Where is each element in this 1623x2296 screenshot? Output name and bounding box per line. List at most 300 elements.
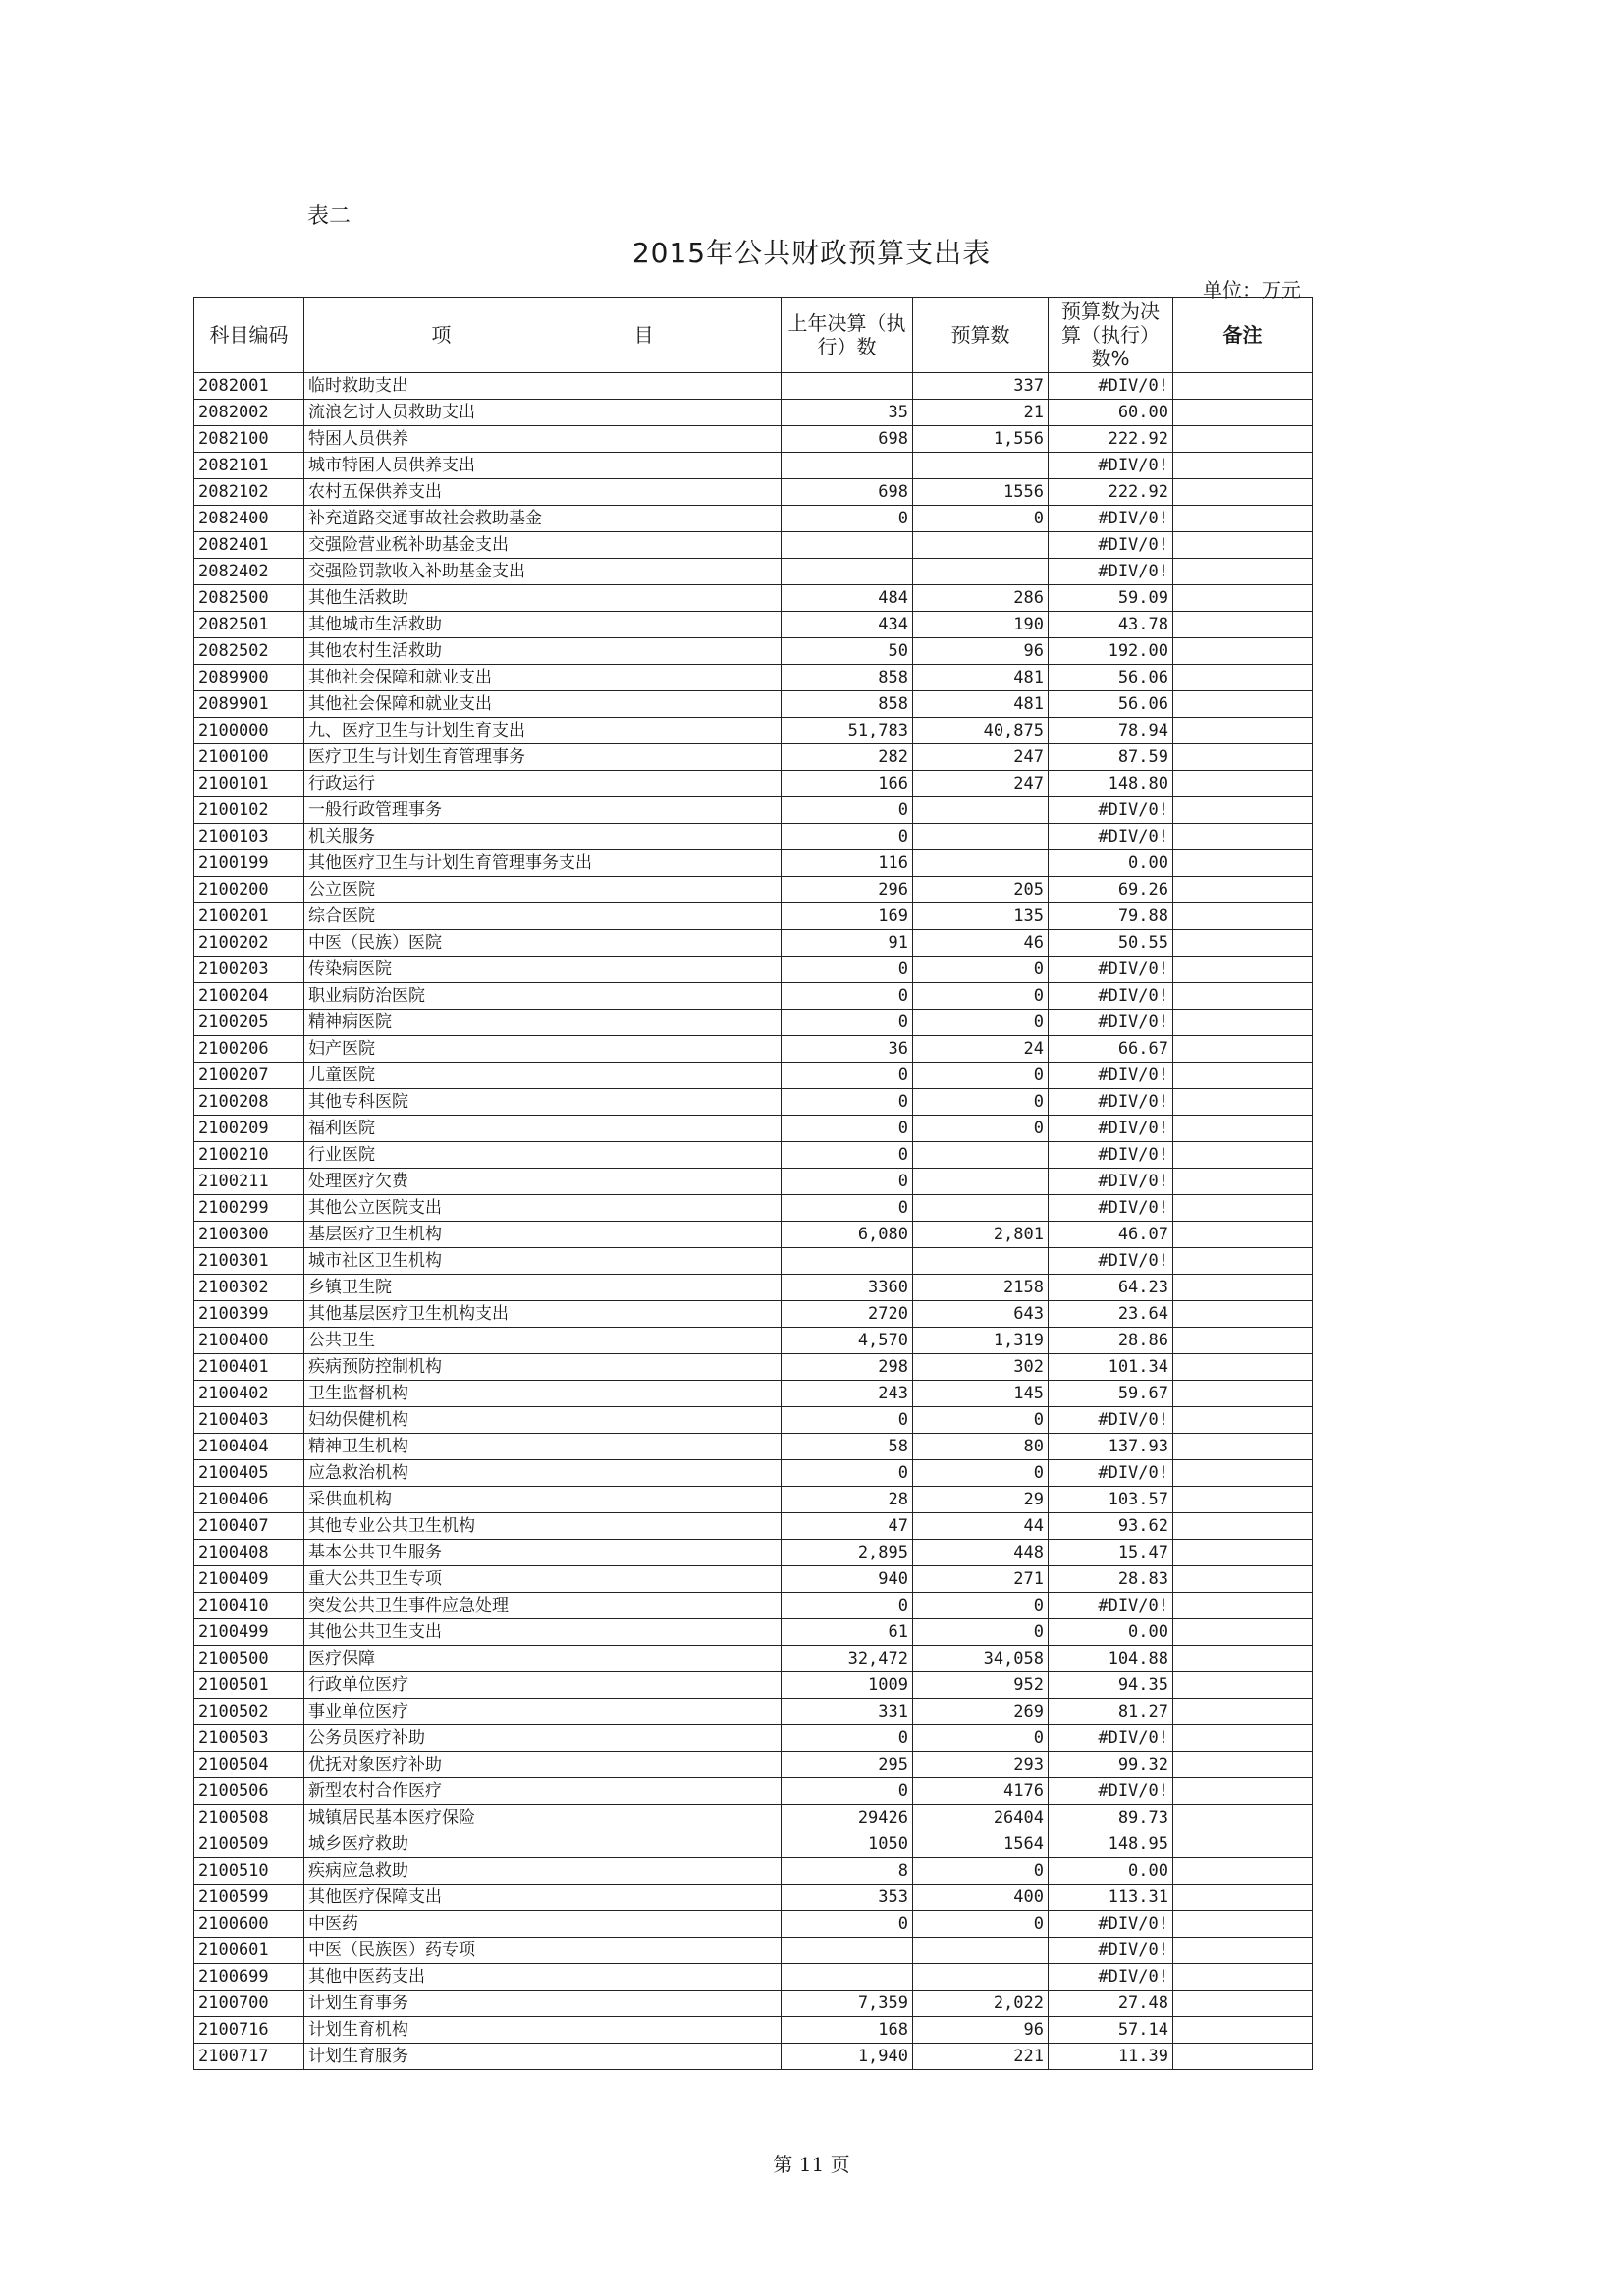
cell-budget: 0 [913, 1725, 1049, 1752]
cell-item-name: 其他专科医院 [304, 1089, 782, 1116]
cell-code: 2100200 [194, 877, 304, 903]
cell-budget: 34,058 [913, 1646, 1049, 1672]
column-header-prev: 上年决算（执行）数 [782, 298, 913, 373]
cell-item-name: 基本公共卫生服务 [304, 1540, 782, 1566]
cell-budget: 2158 [913, 1275, 1049, 1301]
cell-note [1173, 1964, 1313, 1991]
cell-item-name: 职业病防治医院 [304, 983, 782, 1010]
cell-budget: 29 [913, 1487, 1049, 1513]
cell-prev-actual: 0 [782, 1778, 913, 1805]
cell-item-name: 优抚对象医疗补助 [304, 1752, 782, 1778]
table-row [194, 850, 1313, 877]
cell-note [1173, 1354, 1313, 1381]
cell-note [1173, 612, 1313, 638]
cell-budget: 0 [913, 1116, 1049, 1142]
cell-prev-actual: 0 [782, 1089, 913, 1116]
cell-prev-actual: 858 [782, 691, 913, 718]
cell-note [1173, 2017, 1313, 2044]
cell-ratio: #DIV/0! [1049, 983, 1173, 1010]
cell-ratio: #DIV/0! [1049, 1089, 1173, 1116]
cell-code: 2100402 [194, 1381, 304, 1407]
cell-item-name: 公共卫生 [304, 1328, 782, 1354]
cell-prev-actual: 0 [782, 1142, 913, 1169]
table-row [194, 1858, 1313, 1885]
cell-ratio: #DIV/0! [1049, 453, 1173, 479]
cell-prev-actual: 0 [782, 506, 913, 532]
table-row [194, 1381, 1313, 1407]
cell-item-name: 公务员医疗补助 [304, 1725, 782, 1752]
cell-budget [913, 1169, 1049, 1195]
cell-prev-actual: 51,783 [782, 718, 913, 744]
table-row [194, 1831, 1313, 1858]
cell-note [1173, 718, 1313, 744]
cell-note [1173, 1434, 1313, 1460]
cell-prev-actual: 61 [782, 1619, 913, 1646]
cell-note [1173, 957, 1313, 983]
cell-budget: 0 [913, 1407, 1049, 1434]
table-row [194, 2017, 1313, 2044]
cell-prev-actual: 0 [782, 1911, 913, 1938]
column-header-ratio: 预算数为决算（执行）数% [1049, 298, 1173, 373]
table-row [194, 426, 1313, 453]
cell-prev-actual: 243 [782, 1381, 913, 1407]
cell-code: 2100700 [194, 1991, 304, 2017]
cell-ratio: 222.92 [1049, 426, 1173, 453]
cell-code: 2100600 [194, 1911, 304, 1938]
cell-prev-actual: 1009 [782, 1672, 913, 1699]
cell-budget: 1556 [913, 479, 1049, 506]
cell-ratio: 104.88 [1049, 1646, 1173, 1672]
cell-item-name: 其他城市生活救助 [304, 612, 782, 638]
table-row [194, 957, 1313, 983]
cell-code: 2100508 [194, 1805, 304, 1831]
cell-code: 2100509 [194, 1831, 304, 1858]
cell-prev-actual: 298 [782, 1354, 913, 1381]
cell-code: 2100400 [194, 1328, 304, 1354]
table-row [194, 903, 1313, 930]
cell-prev-actual: 58 [782, 1434, 913, 1460]
cell-budget: 269 [913, 1699, 1049, 1725]
cell-ratio: 66.67 [1049, 1036, 1173, 1063]
cell-note [1173, 1831, 1313, 1858]
cell-ratio: #DIV/0! [1049, 1593, 1173, 1619]
cell-ratio: #DIV/0! [1049, 1116, 1173, 1142]
cell-note [1173, 1010, 1313, 1036]
table-row [194, 797, 1313, 824]
cell-item-name: 其他公立医院支出 [304, 1195, 782, 1222]
cell-budget: 1,556 [913, 426, 1049, 453]
cell-budget [913, 1964, 1049, 1991]
cell-ratio: #DIV/0! [1049, 1407, 1173, 1434]
cell-ratio: 99.32 [1049, 1752, 1173, 1778]
cell-ratio: 192.00 [1049, 638, 1173, 665]
table-row [194, 1063, 1313, 1089]
table-row [194, 559, 1313, 585]
cell-prev-actual: 2720 [782, 1301, 913, 1328]
table-row [194, 1328, 1313, 1354]
cell-note [1173, 479, 1313, 506]
table-row [194, 877, 1313, 903]
cell-ratio: #DIV/0! [1049, 506, 1173, 532]
cell-item-name: 疾病预防控制机构 [304, 1354, 782, 1381]
table-row [194, 1248, 1313, 1275]
cell-note [1173, 1328, 1313, 1354]
table-row [194, 718, 1313, 744]
cell-budget: 286 [913, 585, 1049, 612]
cell-ratio: 59.67 [1049, 1381, 1173, 1407]
cell-budget [913, 453, 1049, 479]
cell-budget: 1,319 [913, 1328, 1049, 1354]
cell-budget: 0 [913, 1858, 1049, 1885]
cell-note [1173, 1619, 1313, 1646]
cell-prev-actual: 698 [782, 426, 913, 453]
cell-budget: 0 [913, 1911, 1049, 1938]
cell-budget [913, 559, 1049, 585]
cell-note [1173, 1938, 1313, 1964]
cell-budget: 4176 [913, 1778, 1049, 1805]
cell-prev-actual [782, 1248, 913, 1275]
cell-prev-actual: 47 [782, 1513, 913, 1540]
cell-note [1173, 1407, 1313, 1434]
cell-budget: 96 [913, 638, 1049, 665]
cell-prev-actual: 7,359 [782, 1991, 913, 2017]
cell-prev-actual: 0 [782, 1725, 913, 1752]
cell-ratio: 148.80 [1049, 771, 1173, 797]
cell-code: 2100301 [194, 1248, 304, 1275]
cell-ratio: 28.86 [1049, 1328, 1173, 1354]
table-row [194, 638, 1313, 665]
cell-budget: 0 [913, 1593, 1049, 1619]
cell-budget: 0 [913, 506, 1049, 532]
cell-note [1173, 373, 1313, 400]
cell-ratio: #DIV/0! [1049, 1195, 1173, 1222]
cell-budget: 271 [913, 1566, 1049, 1593]
cell-note [1173, 983, 1313, 1010]
cell-prev-actual: 0 [782, 797, 913, 824]
cell-code: 2100716 [194, 2017, 304, 2044]
cell-code: 2100211 [194, 1169, 304, 1195]
cell-item-name: 精神卫生机构 [304, 1434, 782, 1460]
cell-ratio: 11.39 [1049, 2044, 1173, 2070]
cell-budget: 135 [913, 903, 1049, 930]
cell-code: 2089900 [194, 665, 304, 691]
cell-prev-actual: 8 [782, 1858, 913, 1885]
cell-note [1173, 903, 1313, 930]
table-row [194, 1010, 1313, 1036]
cell-note [1173, 559, 1313, 585]
table-row [194, 1778, 1313, 1805]
cell-note [1173, 1089, 1313, 1116]
table-row [194, 612, 1313, 638]
column-header-budget: 预算数 [913, 298, 1049, 373]
cell-ratio: 64.23 [1049, 1275, 1173, 1301]
cell-item-name: 其他社会保障和就业支出 [304, 665, 782, 691]
cell-prev-actual: 0 [782, 1407, 913, 1434]
cell-note [1173, 1991, 1313, 2017]
cell-note [1173, 1301, 1313, 1328]
table-row [194, 453, 1313, 479]
cell-note [1173, 1513, 1313, 1540]
cell-note [1173, 1275, 1313, 1301]
cell-prev-actual: 168 [782, 2017, 913, 2044]
cell-code: 2082400 [194, 506, 304, 532]
table-row [194, 665, 1313, 691]
cell-ratio: 56.06 [1049, 665, 1173, 691]
cell-note [1173, 1381, 1313, 1407]
cell-prev-actual: 484 [782, 585, 913, 612]
cell-code: 2100000 [194, 718, 304, 744]
cell-ratio: 81.27 [1049, 1699, 1173, 1725]
table-row [194, 1142, 1313, 1169]
cell-item-name: 妇产医院 [304, 1036, 782, 1063]
cell-item-name: 应急救治机构 [304, 1460, 782, 1487]
cell-ratio: 0.00 [1049, 1858, 1173, 1885]
cell-ratio: 57.14 [1049, 2017, 1173, 2044]
cell-note [1173, 1169, 1313, 1195]
cell-budget [913, 1195, 1049, 1222]
cell-budget: 0 [913, 983, 1049, 1010]
cell-ratio: 27.48 [1049, 1991, 1173, 2017]
cell-ratio: #DIV/0! [1049, 532, 1173, 559]
cell-ratio: #DIV/0! [1049, 824, 1173, 850]
cell-code: 2100102 [194, 797, 304, 824]
cell-code: 2082101 [194, 453, 304, 479]
table-row [194, 1938, 1313, 1964]
cell-note [1173, 1858, 1313, 1885]
cell-item-name: 采供血机构 [304, 1487, 782, 1513]
cell-code: 2100408 [194, 1540, 304, 1566]
cell-note [1173, 1487, 1313, 1513]
cell-item-name: 其他医疗卫生与计划生育管理事务支出 [304, 850, 782, 877]
cell-note [1173, 1566, 1313, 1593]
cell-item-name: 儿童医院 [304, 1063, 782, 1089]
table-row [194, 1222, 1313, 1248]
cell-note [1173, 1142, 1313, 1169]
cell-ratio: 59.09 [1049, 585, 1173, 612]
cell-note [1173, 1116, 1313, 1142]
cell-code: 2100207 [194, 1063, 304, 1089]
cell-code: 2100401 [194, 1354, 304, 1381]
cell-note [1173, 744, 1313, 771]
cell-ratio: 79.88 [1049, 903, 1173, 930]
cell-budget: 481 [913, 665, 1049, 691]
cell-budget: 0 [913, 1089, 1049, 1116]
cell-budget: 337 [913, 373, 1049, 400]
cell-note [1173, 665, 1313, 691]
cell-prev-actual: 169 [782, 903, 913, 930]
cell-budget: 0 [913, 1063, 1049, 1089]
cell-note [1173, 930, 1313, 957]
table-body [194, 373, 1313, 2070]
cell-ratio: #DIV/0! [1049, 1460, 1173, 1487]
table-row [194, 1089, 1313, 1116]
cell-item-name: 计划生育机构 [304, 2017, 782, 2044]
cell-ratio: #DIV/0! [1049, 797, 1173, 824]
cell-budget: 952 [913, 1672, 1049, 1699]
table-row [194, 1354, 1313, 1381]
cell-item-name: 交强险罚款收入补助基金支出 [304, 559, 782, 585]
cell-code: 2100299 [194, 1195, 304, 1222]
cell-prev-actual [782, 532, 913, 559]
table-row [194, 1301, 1313, 1328]
cell-note [1173, 453, 1313, 479]
cell-prev-actual: 35 [782, 400, 913, 426]
cell-prev-actual: 4,570 [782, 1328, 913, 1354]
cell-item-name: 特困人员供养 [304, 426, 782, 453]
unit-label: 单位：万元 [1203, 278, 1301, 301]
cell-code: 2082002 [194, 400, 304, 426]
cell-item-name: 新型农村合作医疗 [304, 1778, 782, 1805]
cell-code: 2100210 [194, 1142, 304, 1169]
cell-ratio: #DIV/0! [1049, 1142, 1173, 1169]
cell-budget [913, 1248, 1049, 1275]
cell-budget: 26404 [913, 1805, 1049, 1831]
cell-prev-actual [782, 373, 913, 400]
table-row [194, 1593, 1313, 1619]
cell-code: 2100699 [194, 1964, 304, 1991]
cell-ratio: 87.59 [1049, 744, 1173, 771]
cell-budget [913, 1142, 1049, 1169]
cell-ratio: 94.35 [1049, 1672, 1173, 1699]
table-row [194, 824, 1313, 850]
table-row [194, 1169, 1313, 1195]
cell-ratio: 69.26 [1049, 877, 1173, 903]
cell-ratio: #DIV/0! [1049, 1778, 1173, 1805]
table-row [194, 1460, 1313, 1487]
cell-note [1173, 1646, 1313, 1672]
cell-budget: 24 [913, 1036, 1049, 1063]
cell-prev-actual: 0 [782, 1195, 913, 1222]
cell-ratio: #DIV/0! [1049, 1964, 1173, 1991]
cell-item-name: 公立医院 [304, 877, 782, 903]
cell-note [1173, 1885, 1313, 1911]
cell-code: 2082401 [194, 532, 304, 559]
cell-code: 2100205 [194, 1010, 304, 1036]
table-row [194, 1725, 1313, 1752]
table-row [194, 744, 1313, 771]
page-number: 第 11 页 [773, 2153, 850, 2176]
column-header-item-b: 目 [633, 323, 654, 347]
cell-item-name: 综合医院 [304, 903, 782, 930]
cell-prev-actual: 36 [782, 1036, 913, 1063]
cell-prev-actual: 0 [782, 1593, 913, 1619]
cell-prev-actual [782, 1938, 913, 1964]
cell-item-name: 城镇居民基本医疗保险 [304, 1805, 782, 1831]
cell-ratio: 89.73 [1049, 1805, 1173, 1831]
cell-prev-actual: 434 [782, 612, 913, 638]
cell-code: 2082001 [194, 373, 304, 400]
cell-code: 2100206 [194, 1036, 304, 1063]
cell-item-name: 其他专业公共卫生机构 [304, 1513, 782, 1540]
cell-code: 2100101 [194, 771, 304, 797]
cell-budget: 481 [913, 691, 1049, 718]
cell-prev-actual: 3360 [782, 1275, 913, 1301]
cell-item-name: 行政单位医疗 [304, 1672, 782, 1699]
cell-item-name: 九、医疗卫生与计划生育支出 [304, 718, 782, 744]
cell-budget: 448 [913, 1540, 1049, 1566]
cell-code: 2100208 [194, 1089, 304, 1116]
cell-item-name: 行业医院 [304, 1142, 782, 1169]
cell-prev-actual [782, 1964, 913, 1991]
cell-prev-actual: 0 [782, 957, 913, 983]
cell-budget: 400 [913, 1885, 1049, 1911]
cell-prev-actual: 6,080 [782, 1222, 913, 1248]
cell-prev-actual: 1050 [782, 1831, 913, 1858]
cell-ratio: #DIV/0! [1049, 1063, 1173, 1089]
cell-item-name: 中医药 [304, 1911, 782, 1938]
cell-ratio: 43.78 [1049, 612, 1173, 638]
table-row [194, 532, 1313, 559]
cell-ratio: #DIV/0! [1049, 1169, 1173, 1195]
column-header-code: 科目编码 [194, 298, 304, 373]
column-header-item [304, 298, 782, 373]
cell-budget: 247 [913, 744, 1049, 771]
cell-item-name: 机关服务 [304, 824, 782, 850]
table-row [194, 1672, 1313, 1699]
table-row [194, 1407, 1313, 1434]
cell-prev-actual: 116 [782, 850, 913, 877]
cell-item-name: 其他中医药支出 [304, 1964, 782, 1991]
cell-note [1173, 2044, 1313, 2070]
cell-code: 2100506 [194, 1778, 304, 1805]
column-header-item-a: 项 [431, 323, 452, 347]
cell-item-name: 中医（民族）医院 [304, 930, 782, 957]
cell-budget: 205 [913, 877, 1049, 903]
cell-ratio: #DIV/0! [1049, 1938, 1173, 1964]
cell-note [1173, 877, 1313, 903]
cell-note [1173, 585, 1313, 612]
cell-code: 2100406 [194, 1487, 304, 1513]
cell-code: 2100199 [194, 850, 304, 877]
cell-budget: 302 [913, 1354, 1049, 1381]
cell-prev-actual: 698 [782, 479, 913, 506]
table-row [194, 1646, 1313, 1672]
table-row [194, 400, 1313, 426]
table-label: 表二 [307, 204, 352, 229]
cell-item-name: 突发公共卫生事件应急处理 [304, 1593, 782, 1619]
cell-code: 2082102 [194, 479, 304, 506]
cell-note [1173, 1460, 1313, 1487]
cell-note [1173, 1699, 1313, 1725]
cell-prev-actual: 331 [782, 1699, 913, 1725]
cell-ratio: 103.57 [1049, 1487, 1173, 1513]
table-row [194, 1911, 1313, 1938]
cell-code: 2082502 [194, 638, 304, 665]
table-row [194, 771, 1313, 797]
cell-item-name: 中医（民族医）药专项 [304, 1938, 782, 1964]
cell-prev-actual: 0 [782, 983, 913, 1010]
cell-code: 2100201 [194, 903, 304, 930]
table-row [194, 930, 1313, 957]
cell-ratio: 46.07 [1049, 1222, 1173, 1248]
cell-item-name: 其他农村生活救助 [304, 638, 782, 665]
cell-item-name: 流浪乞讨人员救助支出 [304, 400, 782, 426]
cell-ratio: #DIV/0! [1049, 957, 1173, 983]
cell-note [1173, 824, 1313, 850]
cell-code: 2100503 [194, 1725, 304, 1752]
cell-item-name: 其他公共卫生支出 [304, 1619, 782, 1646]
cell-ratio: #DIV/0! [1049, 1725, 1173, 1752]
table-row [194, 1964, 1313, 1991]
cell-prev-actual: 858 [782, 665, 913, 691]
cell-code: 2100599 [194, 1885, 304, 1911]
cell-ratio: 28.83 [1049, 1566, 1173, 1593]
cell-note [1173, 1222, 1313, 1248]
cell-budget: 1564 [913, 1831, 1049, 1858]
column-header-note: 备注 [1173, 298, 1313, 373]
cell-ratio: 0.00 [1049, 1619, 1173, 1646]
cell-prev-actual: 0 [782, 1010, 913, 1036]
